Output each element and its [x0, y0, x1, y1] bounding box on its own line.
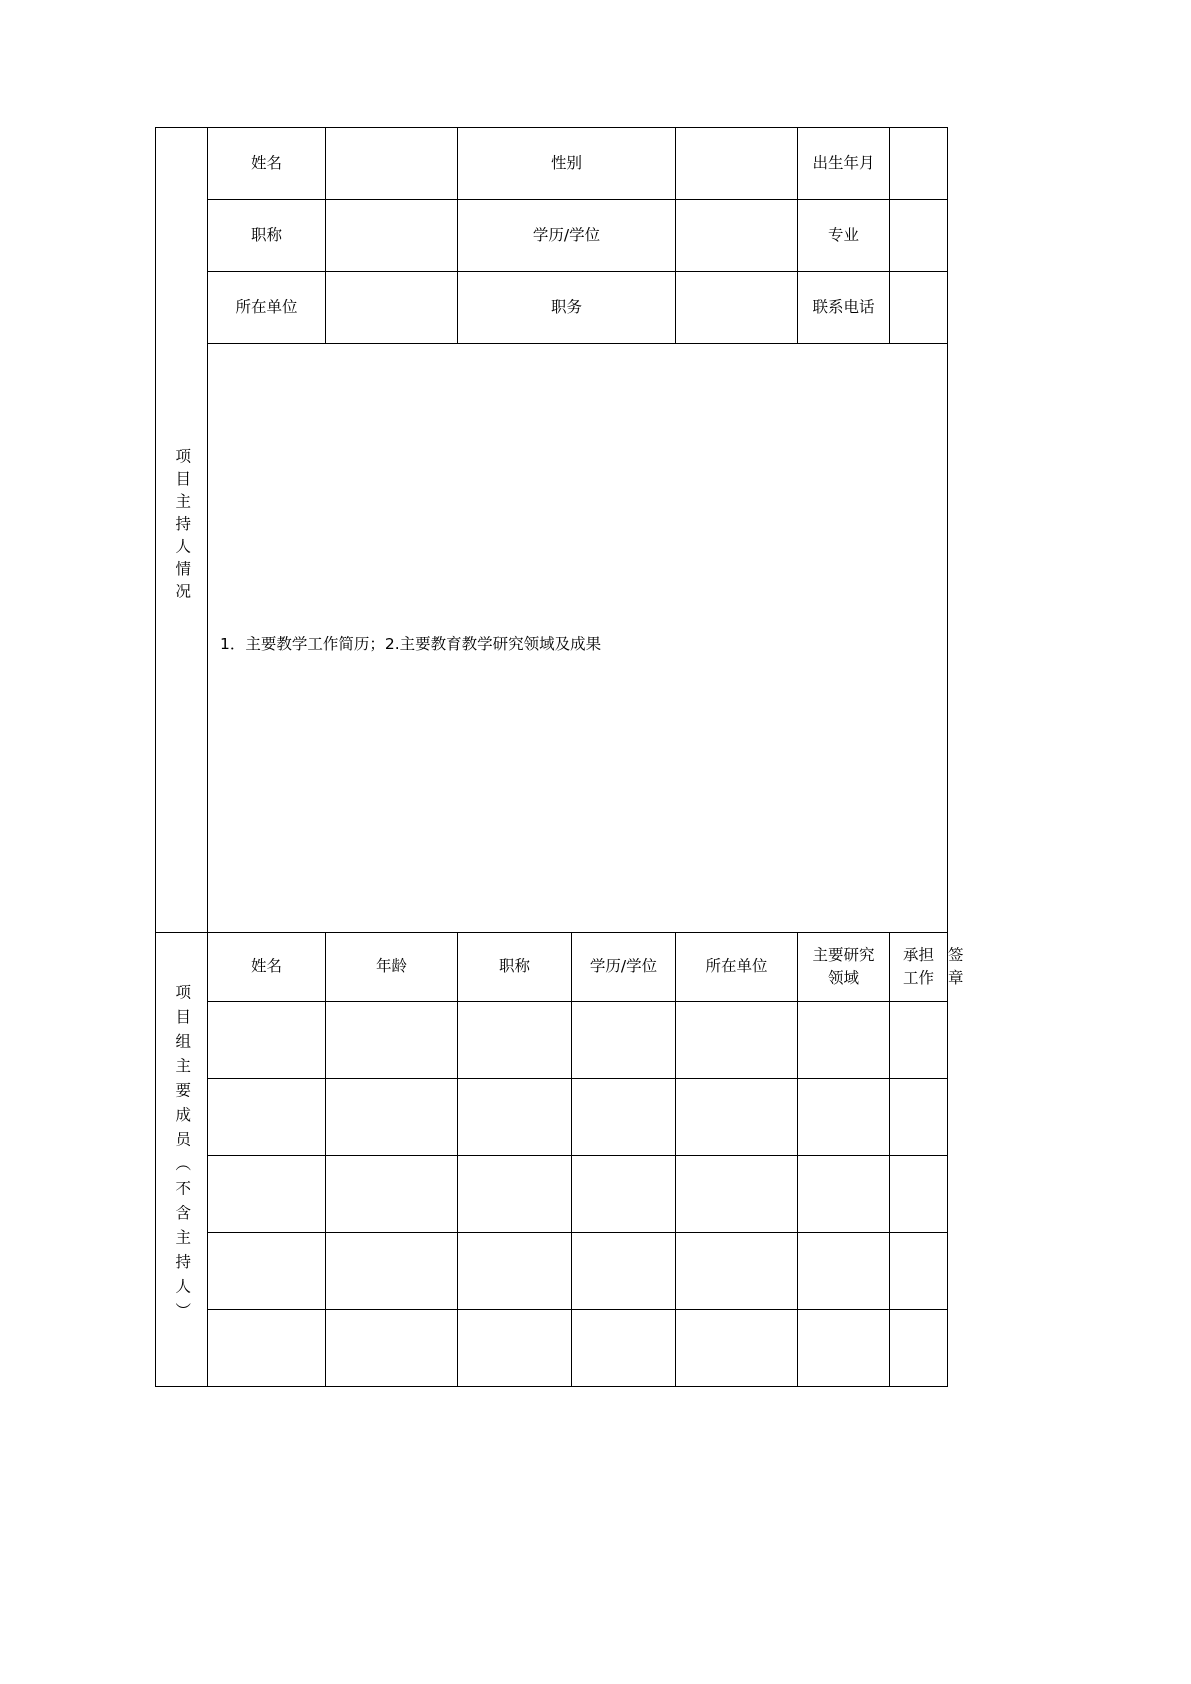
- member-title[interactable]: [458, 1233, 572, 1310]
- member-age[interactable]: [326, 1156, 458, 1233]
- label-name: 姓名: [208, 128, 326, 200]
- members-col-research-field: 主要研究 领域: [798, 933, 890, 1002]
- label-major: 专业: [798, 200, 890, 272]
- field-position[interactable]: [676, 272, 798, 344]
- members-side-label-text: 项目组主要成员（不含主持人）: [173, 984, 192, 1328]
- leader-bio-row: [156, 344, 948, 933]
- member-education[interactable]: [572, 1079, 676, 1156]
- member-education[interactable]: [572, 1233, 676, 1310]
- members-col-title: 职称: [458, 933, 572, 1002]
- members-header-row: 项目组主要成员（不含主持人） 姓名 年龄 职称 学历/学位 所在单位 主要研究 领域 承担 工作 签章: [156, 933, 948, 1002]
- member-research-field[interactable]: [798, 1156, 890, 1233]
- field-gender[interactable]: [676, 128, 798, 200]
- table-row: [156, 1310, 948, 1387]
- field-name[interactable]: [326, 128, 458, 200]
- bio-prompt: 1．主要教学工作简历；2.主要教育教学研究领域及成果: [220, 634, 602, 653]
- member-research-field[interactable]: [798, 1233, 890, 1310]
- label-title: 职称: [208, 200, 326, 272]
- member-education[interactable]: [572, 1310, 676, 1387]
- member-title[interactable]: [458, 1156, 572, 1233]
- members-col-name: 姓名: [208, 933, 326, 1002]
- member-duty[interactable]: [890, 1079, 948, 1156]
- member-title[interactable]: [458, 1079, 572, 1156]
- member-age[interactable]: [326, 1233, 458, 1310]
- member-name[interactable]: [208, 1156, 326, 1233]
- member-age[interactable]: [326, 1079, 458, 1156]
- member-duty[interactable]: [890, 1310, 948, 1387]
- table-row: [156, 1156, 948, 1233]
- field-education-degree[interactable]: [676, 200, 798, 272]
- field-major[interactable]: [890, 200, 948, 272]
- leader-row-3: [156, 272, 948, 344]
- leader-side-label: [156, 128, 208, 933]
- member-age[interactable]: [326, 1310, 458, 1387]
- label-education-degree: 学历/学位: [458, 200, 676, 272]
- members-col-age: 年龄: [326, 933, 458, 1002]
- member-age[interactable]: [326, 1002, 458, 1079]
- member-name[interactable]: [208, 1310, 326, 1387]
- label-phone: 联系电话: [798, 272, 890, 344]
- member-education[interactable]: [572, 1002, 676, 1079]
- members-col-education: 学历/学位: [572, 933, 676, 1002]
- member-unit[interactable]: [676, 1079, 798, 1156]
- member-unit[interactable]: [676, 1310, 798, 1387]
- member-title[interactable]: [458, 1002, 572, 1079]
- member-unit[interactable]: [676, 1002, 798, 1079]
- field-birth-date[interactable]: [890, 128, 948, 200]
- member-research-field[interactable]: [798, 1002, 890, 1079]
- member-education[interactable]: [572, 1156, 676, 1233]
- member-unit[interactable]: [676, 1233, 798, 1310]
- leader-row-1: [156, 128, 948, 200]
- table-row: [156, 1233, 948, 1310]
- form-table: [155, 127, 964, 1387]
- leader-row-2: [156, 200, 948, 272]
- label-gender: 性别: [458, 128, 676, 200]
- field-phone[interactable]: [890, 272, 948, 344]
- member-name[interactable]: [208, 1079, 326, 1156]
- label-position: 职务: [458, 272, 676, 344]
- member-duty[interactable]: [890, 1156, 948, 1233]
- field-work-unit[interactable]: [326, 272, 458, 344]
- member-duty[interactable]: [890, 1002, 948, 1079]
- members-side-label: [156, 933, 208, 1387]
- member-title[interactable]: [458, 1310, 572, 1387]
- table-row: [156, 1079, 948, 1156]
- bio-area[interactable]: [208, 344, 948, 933]
- member-name[interactable]: [208, 1233, 326, 1310]
- label-birth-date: 出生年月: [798, 128, 890, 200]
- member-unit[interactable]: [676, 1156, 798, 1233]
- member-research-field[interactable]: [798, 1079, 890, 1156]
- leader-side-label-text: 项目主持人情况: [173, 447, 192, 606]
- member-duty[interactable]: [890, 1233, 948, 1310]
- members-col-duty: 承担 工作: [890, 933, 948, 1002]
- member-research-field[interactable]: [798, 1310, 890, 1387]
- application-form: [155, 127, 964, 1387]
- member-name[interactable]: [208, 1002, 326, 1079]
- members-col-unit: 所在单位: [676, 933, 798, 1002]
- table-row: [156, 1002, 948, 1079]
- field-title[interactable]: [326, 200, 458, 272]
- label-work-unit: 所在单位: [208, 272, 326, 344]
